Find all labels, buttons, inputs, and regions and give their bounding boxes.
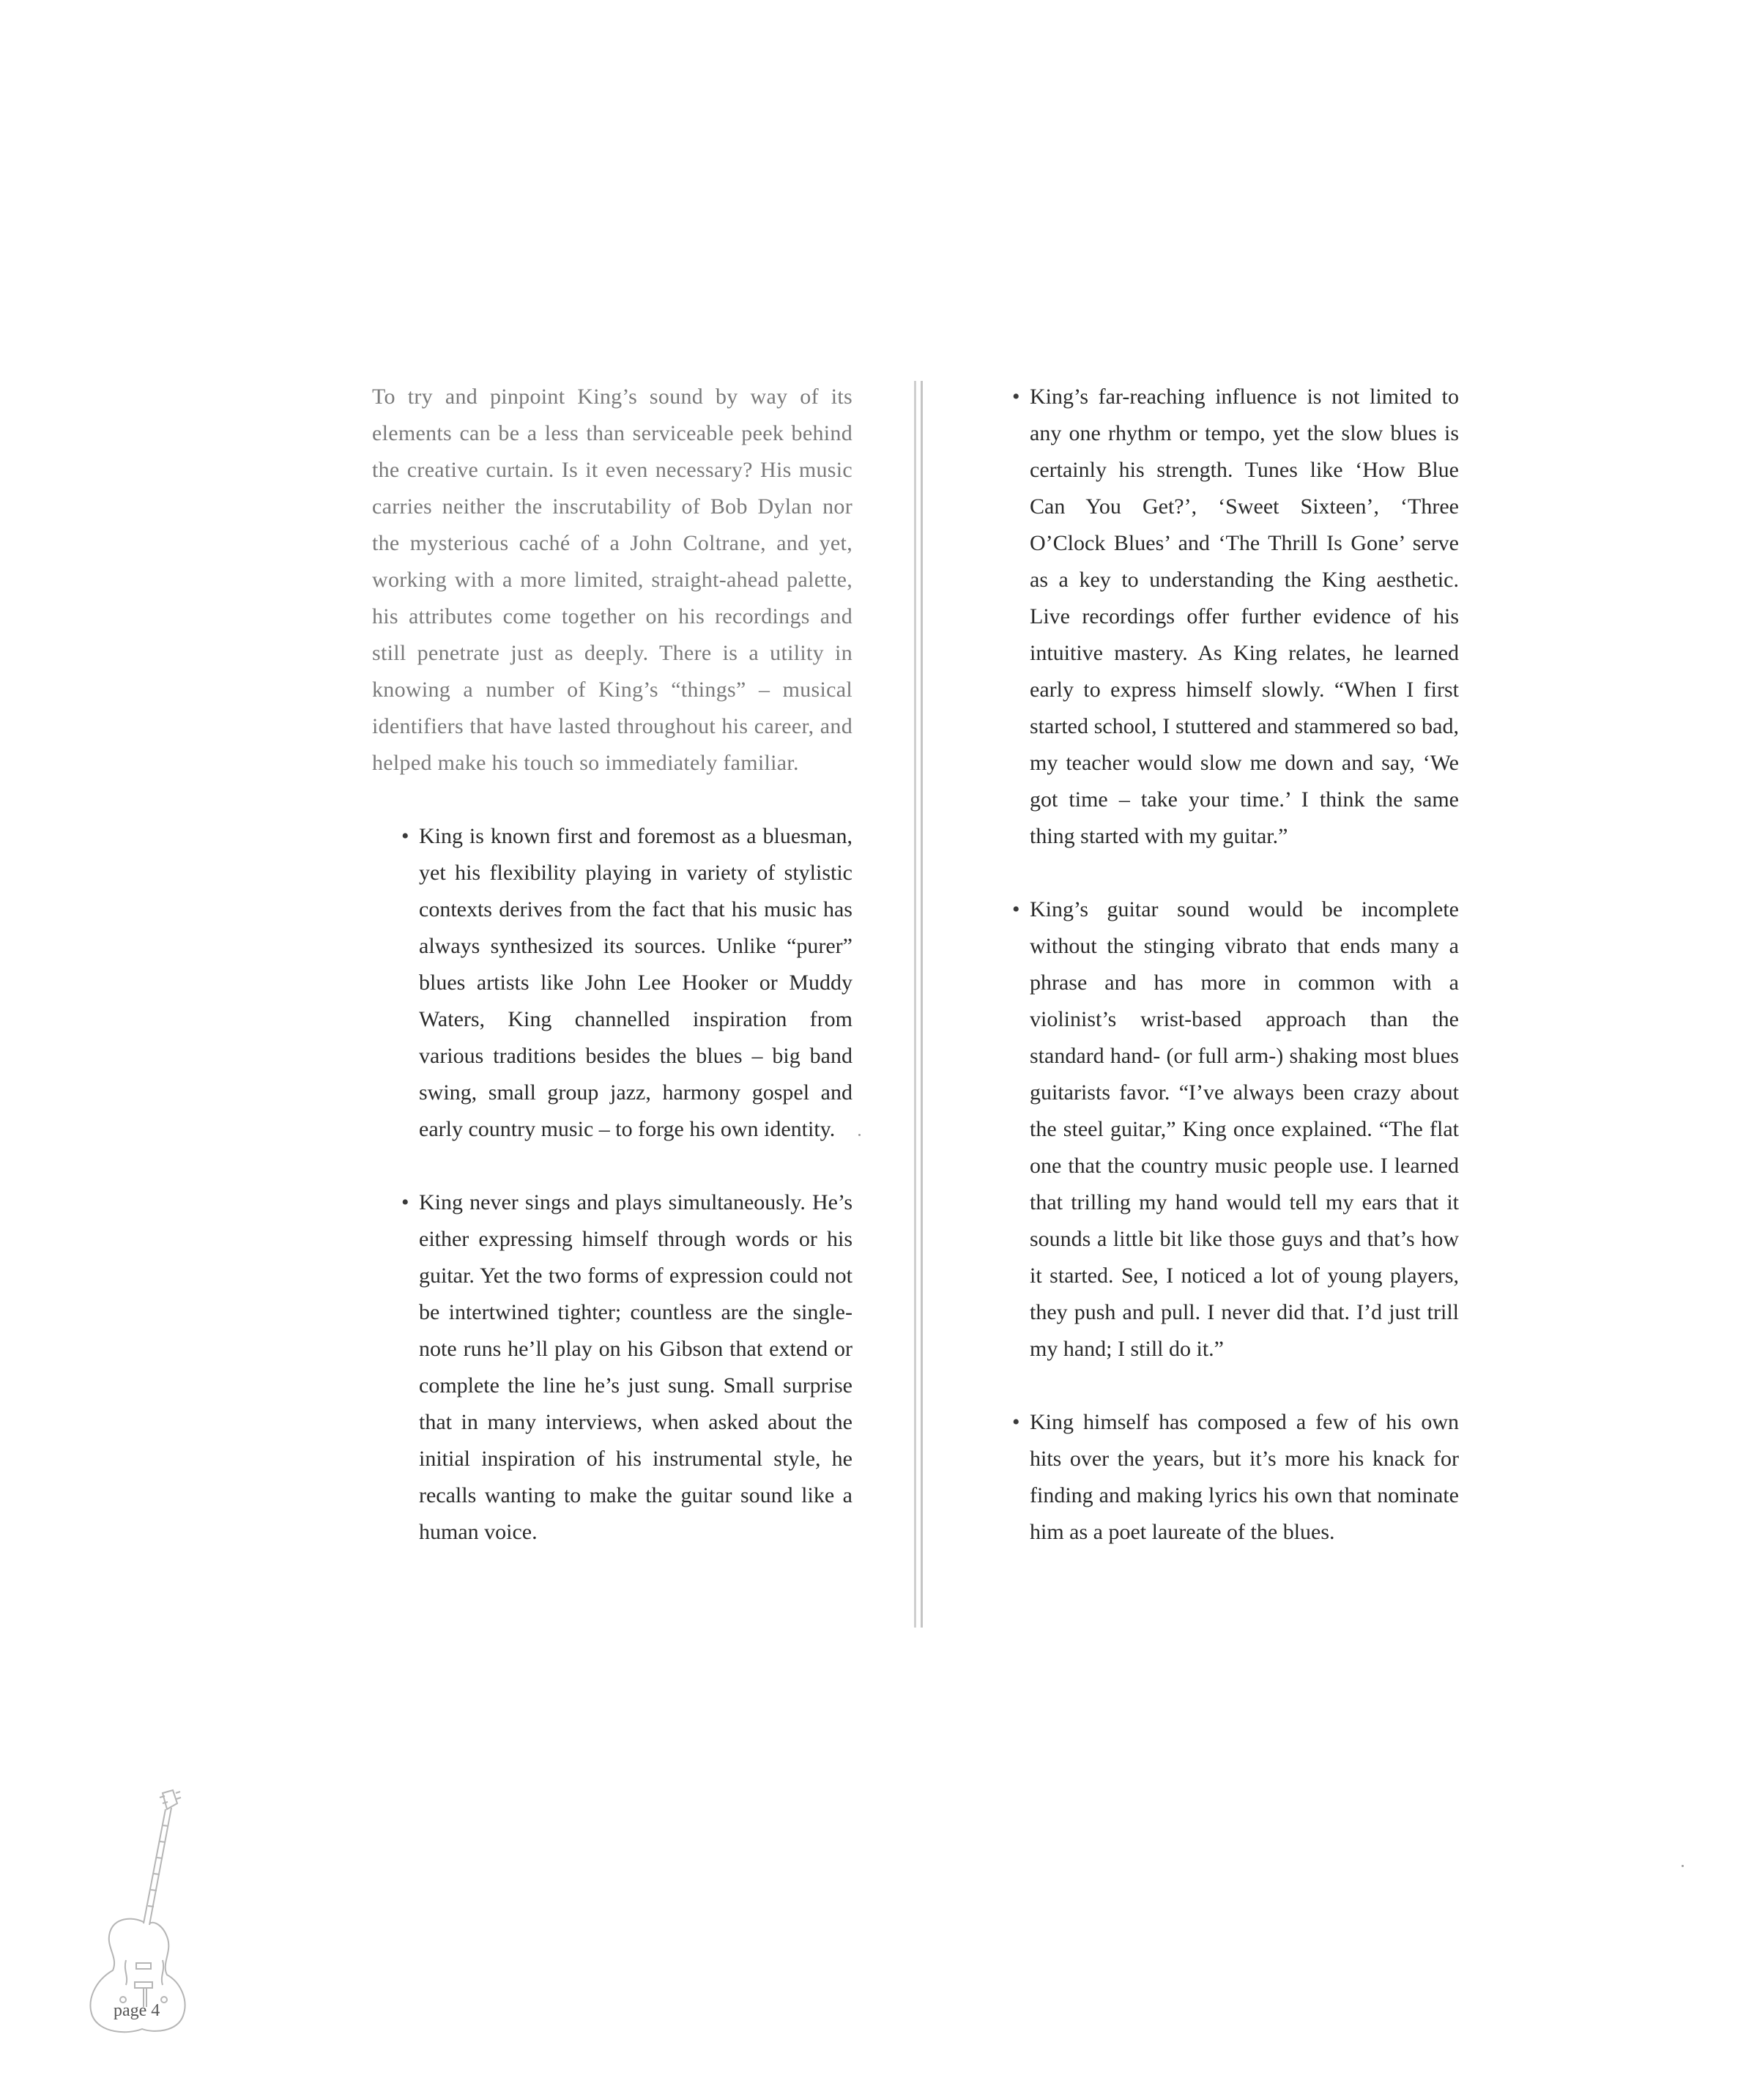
bullet-paragraph xyxy=(1012,891,1459,1368)
scan-speck xyxy=(858,1134,861,1136)
bullet-text: King is known first and foremost as a bluesman, yet his flexibility playing in variety of stylistic contexts derives from the fact that his music has always synthesized its sources. Unlike “purer” blues artists like John Lee Hooker or Muddy Waters, King channelled inspiration from various traditions besides the blues – big band swing, small group jazz, harmony gospel and early country music – to forge his own identity. xyxy=(419,824,852,1141)
bullet-paragraph xyxy=(1012,379,1459,855)
scan-speck xyxy=(1682,1865,1684,1867)
bullet-dot: • xyxy=(401,1190,409,1214)
bullet-text: King never sings and plays simultaneously. He’s either expressing himself through words or his guitar. Yet the two forms of expression could not be intertwined tighter; countless are the single-note runs he’ll play on his Gibson that extend or complete the line he’s just sung. Small surprise that in many interviews, when asked about the initial inspiration of his instrumental style, he recalls wanting to make the guitar sound like a human voice. xyxy=(419,1190,852,1544)
page-number-label: page 4 xyxy=(114,2001,160,2020)
bullet-paragraph xyxy=(1012,1404,1459,1551)
intro-paragraph: To try and pinpoint King’s sound by way of its elements can be a less than serviceable peek behind the creative curtain. Is it even necessary? His music carries neither the inscrutability of Bob Dylan nor the mysterious caché of a John Coltrane, and yet, working with a more limited, straight-ahead palette, his attributes come together on his recordings and still penetrate just as deeply. There is a utility in knowing a number of King’s “things” – musical identifiers that have lasted throughout his career, and helped make his touch so immediately familiar. xyxy=(372,385,852,775)
bullet-text: King himself has composed a few of his own hits over the years, but it’s more his knack for finding and making lyrics his own that nominate him as a poet laureate of the blues. xyxy=(1030,1410,1459,1544)
right-column xyxy=(1014,379,1459,1551)
bullet-paragraph xyxy=(401,818,852,1148)
bullet-dot: • xyxy=(1012,1410,1020,1434)
bullet-text: King’s guitar sound would be incomplete without the stinging vibrato that ends many a phrase and has more in common with a violinist’s wrist-based approach than the standard hand- (or full arm-) shaking most blues guitarists favor. “I’ve always been crazy about the steel guitar,” King once explained. “The flat one that the country music people use. I learned that trilling my hand would tell my ears that it sounds a little bit like those guys and that’s how it started. See, I noticed a lot of young players, they push and pull. I never did that. I’d just trill my hand; I still do it.” xyxy=(1030,897,1459,1361)
bullet-dot: • xyxy=(401,824,409,848)
bullet-paragraph xyxy=(401,1184,852,1551)
guitar-icon xyxy=(81,1787,190,2036)
left-column xyxy=(372,379,852,1551)
bullet-dot: • xyxy=(1012,897,1020,921)
bullet-dot: • xyxy=(1012,385,1020,409)
bullet-text: King’s far-reaching influence is not limited to any one rhythm or tempo, yet the slow blues is certainly his strength. Tunes like ‘How Blue Can You Get?’, ‘Sweet Sixteen’, ‘Three O’Clock Blues’ and ‘The Thrill Is Gone’ serve as a key to understanding the King aesthetic. Live recordings offer further evidence of his intuitive mastery. As King relates, he learned early to express himself slowly. “When I first started school, I stuttered and stammered so bad, my teacher would slow me down and say, ‘We got time – take your time.’ I think the same thing started with my guitar.” xyxy=(1030,385,1459,848)
column-divider xyxy=(914,381,924,1628)
